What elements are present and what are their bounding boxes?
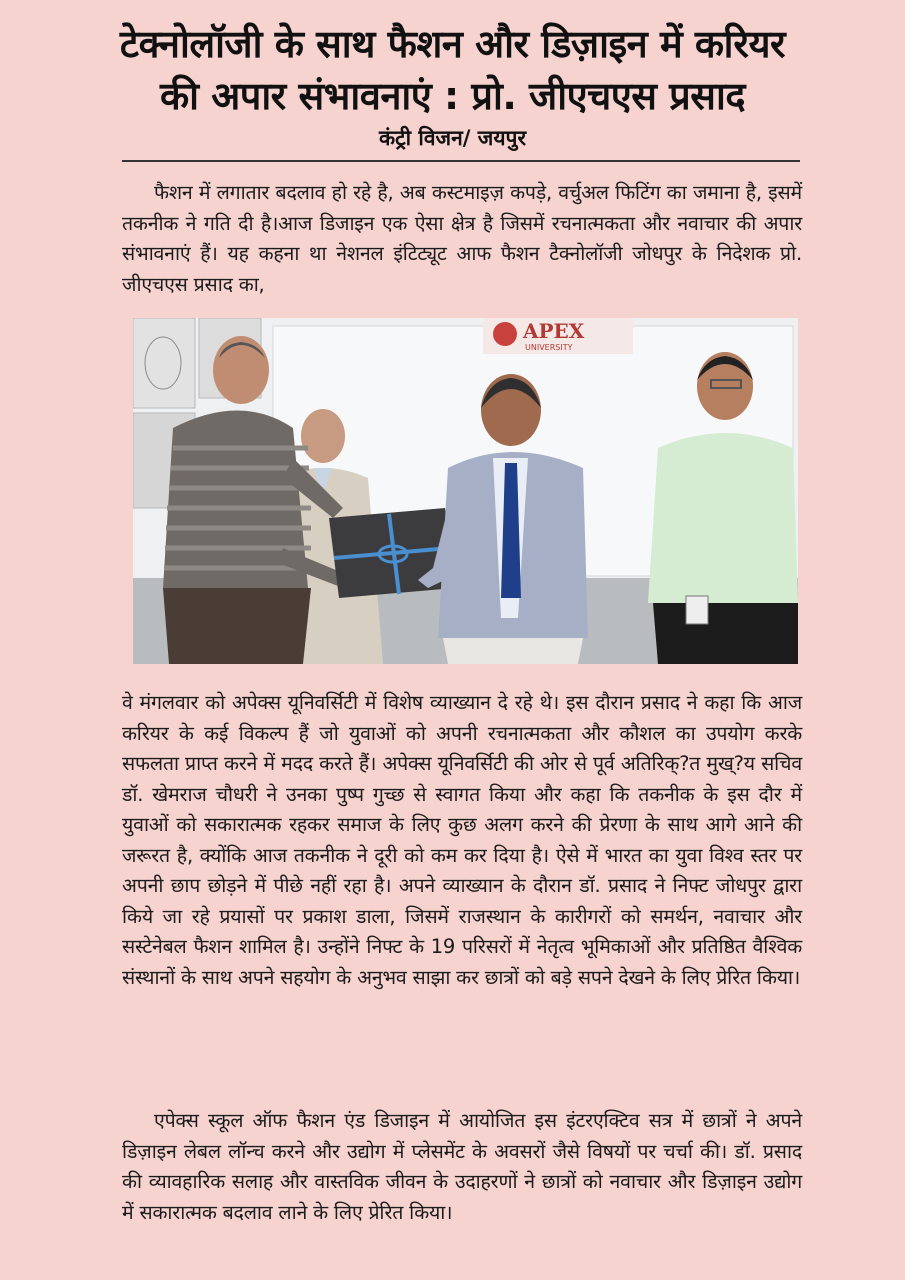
headline [30, 18, 875, 122]
headline-rule [122, 160, 800, 162]
paragraph-1: फैशन में लगातार बदलाव हो रहे है, अब कस्टमाइज़ कपड़े, वर्चुअल फिटिंग का जमाना है, इसमें तकनीक ने गति दी है।आज डिजाइन एक ऐसा क्षेत्र है जिसमें रचनात्मकता और नवाचार की अपार संभावनाएं हैं। यह कहना था नेशनल इंटिट्यूट आफ फैशन टैक्नोलॉजी जोधपुर के निदेशक प्रो. जीएचएस प्रसाद का, [122, 181, 802, 296]
paragraph-2: वे मंगलवार को अपेक्स यूनिवर्सिटी में विशेष व्याख्यान दे रहे थे। इस दौरान प्रसाद ने कहा कि आज करियर के कई विकल्प हैं जो युवाओं को अपनी रचनात्मकता और कौशल का उपयोग करके सफलता प्राप्त करने में मदद करते हैं। अपेक्स यूनिवर्सिटी की ओर से पूर्व अतिरिक्?त मुख्?य सचिव डॉ. खेमराज चौधरी ने उनका पुष्प गुच्छ से स्वागत किया और कहा कि तकनीक के इस दौर में युवाओं को सकारात्मक रहकर समाज के लिए कुछ अलग करने की प्रेरणा के साथ आगे आने की जरूरत है, क्योंकि आज तकनीक ने दूरी को कम कर दिया है। ऐसे में भारत का युवा विश्व स्तर पर अपनी छाप छोड़ने में पीछे नहीं रहा है। अपने व्याख्यान के दौरान डॉ. प्रसाद ने निफ्ट जोधपुर द्वारा किये जा रहे प्रयासों पर प्रकाश डाला, जिसमें राजस्थान के कारीगरों को समर्थन, नवाचार और सस्टेनेबल फैशन शामिल है। उन्होंने निफ्ट के 19 परिसरों में नेतृत्व भूमिकाओं और प्रतिष्ठित वैश्विक संस्थानों के साथ अपने सहयोग के अनुभव साझा कर छात्रों को बड़े सपने देखने के लिए प्रेरित किया। [122, 691, 802, 989]
byline: कंट्री विजन/ जयपुर [378, 126, 527, 150]
banner-subtext: UNIVERSITY [525, 343, 573, 352]
event-photo [133, 318, 798, 664]
apex-banner [483, 318, 633, 354]
gift-box [329, 508, 455, 598]
headline-line-2: की अपार संभावनाएं : प्रो. जीएचएस प्रसाद [159, 74, 746, 118]
banner-text: APEX [523, 319, 585, 343]
headline-line-1: टेक्नोलॉजी के साथ फैशन और डिज़ाइन में करियर [119, 22, 786, 66]
paragraph-3: एपेक्स स्कूल ऑफ फैशन एंड डिजाइन में आयोजित इस इंटरएक्टिव सत्र में छात्रों ने अपने डिज़ाइन लेबल लॉन्च करने और उद्योग में प्लेसमेंट के अवसरों जैसे विषयों पर चर्चा की। डॉ. प्रसाद की व्यावहारिक सलाह और वास्तविक जीवन के उदाहरणों ने छात्रों को नवाचार और डिज़ाइन उद्योग में सकारात्मक बदलाव लाने के लिए प्रेरित किया। [122, 1109, 802, 1224]
